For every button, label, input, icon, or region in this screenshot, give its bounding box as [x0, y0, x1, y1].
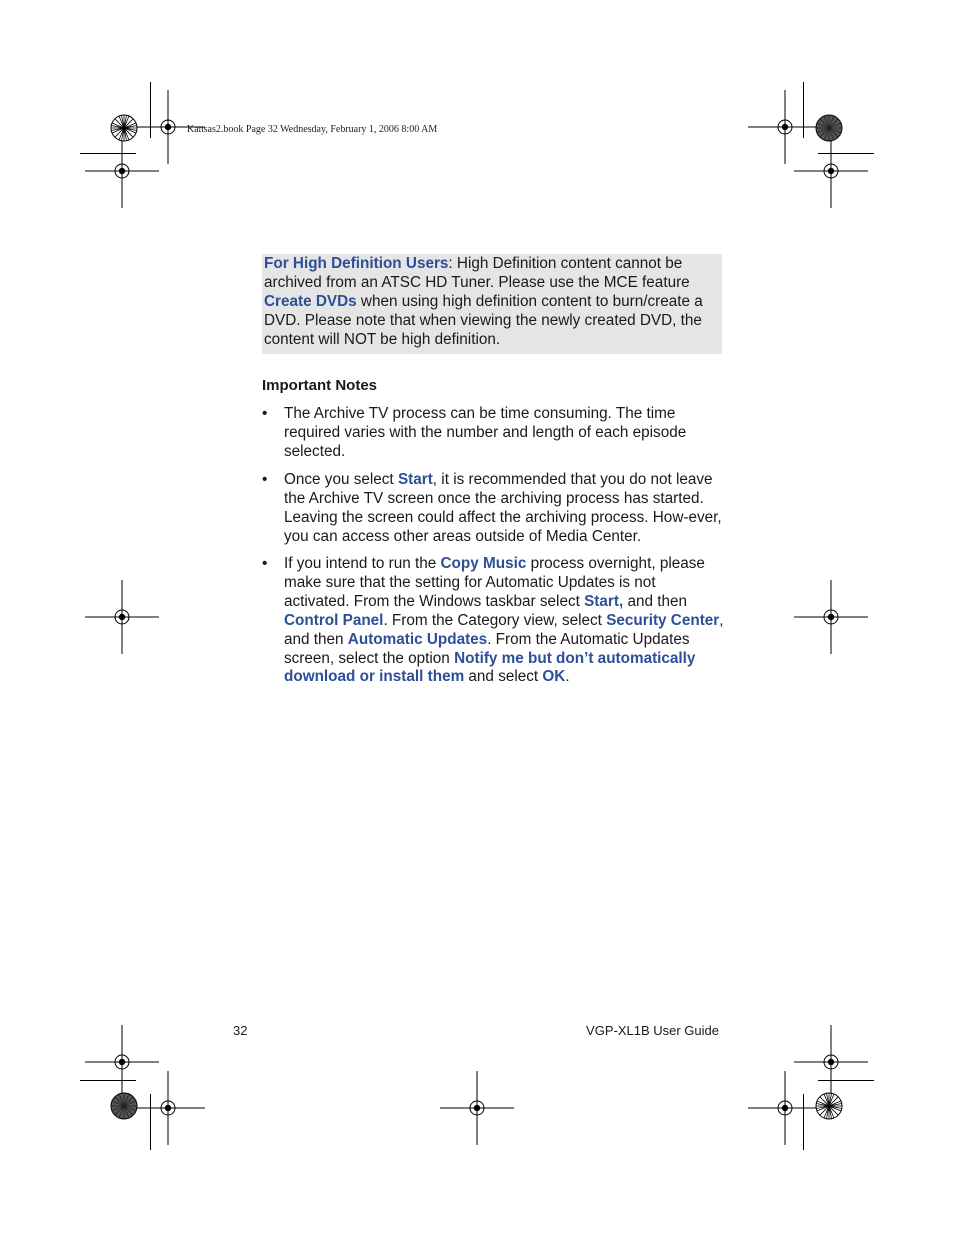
registration-mark-icon: [794, 134, 868, 208]
starburst-target-icon: [815, 1092, 843, 1120]
keyword-automatic-updates: Automatic Updates: [347, 630, 488, 648]
keyword-start: Start,: [584, 592, 624, 610]
keyword-notify-option: Notify me but don’t automatically download or install them: [284, 649, 696, 686]
keyword-control-panel: Control Panel: [284, 611, 384, 629]
text-run: and select: [464, 668, 543, 686]
text-run: and then: [623, 592, 688, 610]
registration-mark-icon: [794, 580, 868, 654]
starburst-target-icon: [110, 1092, 138, 1120]
list-item-text: [284, 555, 724, 687]
high-definition-note: [262, 254, 722, 354]
text-run: . From the Category view, select: [383, 611, 607, 629]
bullet-icon: •: [262, 405, 268, 422]
text-run: , and then: [284, 611, 724, 648]
text-run: Once you select: [284, 471, 398, 488]
bullet-icon: •: [262, 555, 268, 572]
bullet-icon: •: [262, 471, 268, 488]
keyword-start: Start: [397, 471, 433, 488]
note-lead-keyword: For High Definition Users: [264, 255, 449, 272]
registration-mark-icon: [85, 134, 159, 208]
page-number: 32: [233, 1023, 248, 1038]
guide-title: VGP-XL1B User Guide: [586, 1023, 719, 1038]
starburst-target-icon: [110, 114, 138, 142]
text-run: .: [565, 668, 570, 686]
note-text: when using high definition content to burn/create a DVD. Please note that when viewing the newly created DVD, the content will NOT be high definition.: [264, 292, 703, 348]
keyword-ok: OK: [542, 668, 566, 686]
registration-mark-icon: [440, 1071, 514, 1145]
text-run: If you intend to run the: [284, 555, 441, 572]
text-run: . From the Automatic Updates screen, select the option: [284, 630, 690, 667]
registration-mark-icon: [85, 580, 159, 654]
text-run: process overnight, please make sure that the setting for Automatic Updates is not activated. From the Windows taskbar select: [284, 555, 705, 610]
list-item-text: [284, 405, 724, 462]
keyword-copy-music: Copy Music: [440, 555, 527, 572]
registration-mark-icon: [748, 1071, 822, 1145]
section-heading: Important Notes: [262, 377, 378, 394]
note-keyword-create-dvds: Create DVDs: [264, 292, 357, 310]
text-run: The Archive TV process can be time consuming. The time required varies with the number and length of each episode selected.: [284, 405, 687, 460]
note-text: : High Definition content cannot be archived from an ATSC HD Tuner. Please use the MCE feature: [264, 255, 690, 291]
keyword-security-center: Security Center: [606, 611, 720, 629]
list-item-text: [284, 471, 724, 547]
print-header: Kansas2.book Page 32 Wednesday, February 1, 2006 8:00 AM: [187, 124, 438, 135]
registration-mark-icon: [131, 1071, 205, 1145]
text-run: , it is recommended that you do not leave the Archive TV screen once the archiving process has started. Leaving the screen could affect the archiving process. How-ever, you can access other areas outside of Media Center.: [284, 471, 722, 545]
starburst-target-icon: [815, 114, 843, 142]
